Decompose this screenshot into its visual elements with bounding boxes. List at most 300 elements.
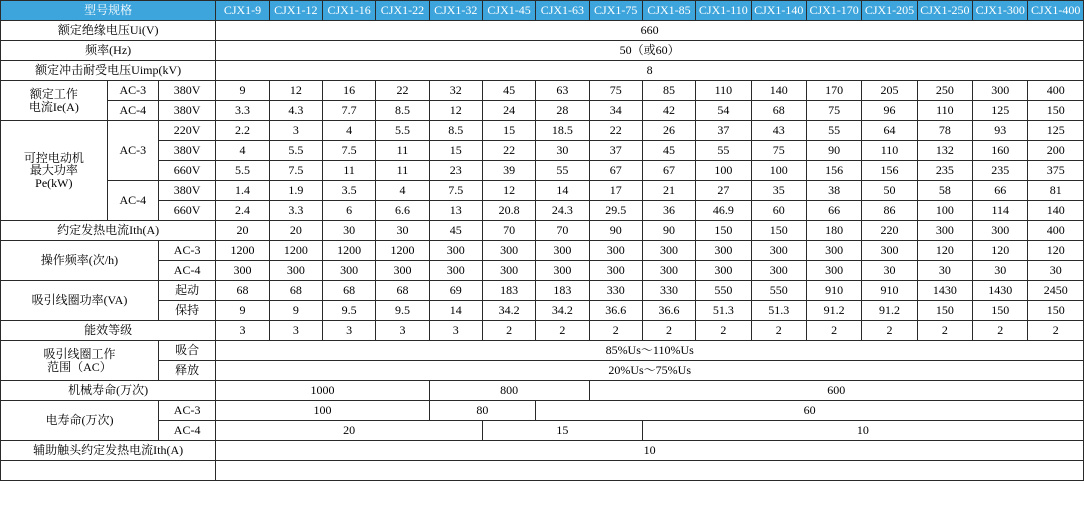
cell-pe-ac4-660-12: 86 xyxy=(862,201,917,221)
cell-pe-ac4-380-14: 66 xyxy=(973,181,1028,201)
cell-coil-hold-6: 34.2 xyxy=(536,301,589,321)
value-frequency: 50（或60） xyxy=(216,41,1084,61)
cell-ie-ac4-3: 8.5 xyxy=(376,101,429,121)
cell-freq-ac3-15: 120 xyxy=(1028,241,1084,261)
cell-ie-ac4-5: 24 xyxy=(482,101,535,121)
cell-ie-ac3-8: 85 xyxy=(642,81,695,101)
cell-pe-ac3-380-0: 4 xyxy=(216,141,269,161)
cell-mech-life-2: 600 xyxy=(589,381,1083,401)
cell-pe-ac4-380-10: 35 xyxy=(751,181,806,201)
cell-ie-ac3-9: 110 xyxy=(696,81,751,101)
cell-pe-ac4-380-13: 58 xyxy=(917,181,972,201)
cell-pe-ac3-380-1: 5.5 xyxy=(269,141,322,161)
cell-eff-6: 2 xyxy=(536,321,589,341)
cell-freq-ac3-6: 300 xyxy=(536,241,589,261)
cell-coil-start-3: 68 xyxy=(376,281,429,301)
cell-freq-ac3-11: 300 xyxy=(806,241,861,261)
cell-ith-7: 90 xyxy=(589,221,642,241)
cell-coil-hold-15: 150 xyxy=(1028,301,1084,321)
cell-pe-ac3-220-0: 2.2 xyxy=(216,121,269,141)
cell-ie-ac3-5: 45 xyxy=(482,81,535,101)
cell-pe-ac4-380-0: 1.4 xyxy=(216,181,269,201)
value-aux-ith: 10 xyxy=(216,441,1084,461)
cell-freq-ac3-7: 300 xyxy=(589,241,642,261)
label-coil-range xyxy=(1,341,159,381)
volt-pe-ac3-220: 220V xyxy=(158,121,215,141)
header-model-4: CJX1-32 xyxy=(429,1,482,21)
cell-coil-hold-9: 51.3 xyxy=(696,301,751,321)
cell-eff-9: 2 xyxy=(696,321,751,341)
header-model-10: CJX1-140 xyxy=(751,1,806,21)
cell-pe-ac3-220-5: 15 xyxy=(482,121,535,141)
header-model-14: CJX1-300 xyxy=(973,1,1028,21)
cell-freq-ac3-4: 300 xyxy=(429,241,482,261)
cell-pe-ac3-220-12: 64 xyxy=(862,121,917,141)
cell-pe-ac3-380-9: 55 xyxy=(696,141,751,161)
cell-pe-ac3-660-5: 39 xyxy=(482,161,535,181)
cell-ith-5: 70 xyxy=(482,221,535,241)
cell-freq-ac3-10: 300 xyxy=(751,241,806,261)
header-model-3: CJX1-22 xyxy=(376,1,429,21)
cell-ith-0: 20 xyxy=(216,221,269,241)
cell-pe-ac3-380-5: 22 xyxy=(482,141,535,161)
cell-ie-ac3-6: 63 xyxy=(536,81,589,101)
cell-pe-ac4-380-6: 14 xyxy=(536,181,589,201)
cell-pe-ac4-380-11: 38 xyxy=(806,181,861,201)
cell-ith-3: 30 xyxy=(376,221,429,241)
row-pe-ac4-380 xyxy=(1,181,1084,201)
cell-eff-2: 3 xyxy=(322,321,375,341)
cell-coil-hold-13: 150 xyxy=(917,301,972,321)
cell-ie-ac3-3: 22 xyxy=(376,81,429,101)
cell-ith-6: 70 xyxy=(536,221,589,241)
cat-freq-ac3: AC-3 xyxy=(158,241,215,261)
label-coil-range-line2: 范围（AC） xyxy=(47,359,112,374)
label-rated-current xyxy=(1,81,108,121)
cell-coil-start-11: 910 xyxy=(806,281,861,301)
cell-pe-ac4-380-5: 12 xyxy=(482,181,535,201)
cell-freq-ac4-2: 300 xyxy=(322,261,375,281)
cell-ie-ac4-14: 125 xyxy=(973,101,1028,121)
cell-ie-ac3-4: 32 xyxy=(429,81,482,101)
cell-freq-ac4-0: 300 xyxy=(216,261,269,281)
cell-pe-ac3-660-15: 375 xyxy=(1028,161,1084,181)
cat-elec-ac3: AC-3 xyxy=(158,401,215,421)
cat-ie-ac4: AC-4 xyxy=(107,101,158,121)
cell-coil-hold-7: 36.6 xyxy=(589,301,642,321)
cell-coil-hold-11: 91.2 xyxy=(806,301,861,321)
row-operating-frequency-ac3 xyxy=(1,241,1084,261)
row-pe-ac4-660 xyxy=(1,201,1084,221)
row-coil-range-release xyxy=(1,361,1084,381)
header-model-0: CJX1-9 xyxy=(216,1,269,21)
cell-pe-ac3-380-7: 37 xyxy=(589,141,642,161)
cat-ie-ac3: AC-3 xyxy=(107,81,158,101)
row-efficiency-grade xyxy=(1,321,1084,341)
cell-pe-ac4-380-9: 27 xyxy=(696,181,751,201)
cell-coil-start-15: 2450 xyxy=(1028,281,1084,301)
row-rated-current-ac3 xyxy=(1,81,1084,101)
volt-pe-ac3-660: 660V xyxy=(158,161,215,181)
label-rated-current-line1: 额定工作 xyxy=(29,86,78,101)
cell-pe-ac4-380-12: 50 xyxy=(862,181,917,201)
cell-pe-ac4-380-3: 4 xyxy=(376,181,429,201)
cell-freq-ac4-6: 300 xyxy=(536,261,589,281)
cell-pe-ac4-660-15: 140 xyxy=(1028,201,1084,221)
volt-ie-ac3: 380V xyxy=(158,81,215,101)
cell-freq-ac3-12: 300 xyxy=(862,241,917,261)
cell-eff-8: 2 xyxy=(642,321,695,341)
label-operating-frequency: 操作频率(次/h) xyxy=(1,241,159,281)
cell-pe-ac4-660-2: 6 xyxy=(322,201,375,221)
cell-ie-ac3-2: 16 xyxy=(322,81,375,101)
value-ui: 660 xyxy=(216,21,1084,41)
cell-pe-ac3-220-4: 8.5 xyxy=(429,121,482,141)
cell-pe-ac3-660-14: 235 xyxy=(973,161,1028,181)
cell-trailing-value xyxy=(216,461,1084,481)
cell-freq-ac4-15: 30 xyxy=(1028,261,1084,281)
row-rated-insulation-voltage xyxy=(1,21,1084,41)
row-impulse-voltage xyxy=(1,61,1084,81)
volt-pe-ac3-380: 380V xyxy=(158,141,215,161)
cell-coil-hold-1: 9 xyxy=(269,301,322,321)
label-motor-power xyxy=(1,121,108,221)
row-coil-power-hold xyxy=(1,301,1084,321)
cell-freq-ac3-8: 300 xyxy=(642,241,695,261)
cell-freq-ac3-5: 300 xyxy=(482,241,535,261)
cell-freq-ac4-9: 300 xyxy=(696,261,751,281)
cell-eff-0: 3 xyxy=(216,321,269,341)
cell-pe-ac3-380-2: 7.5 xyxy=(322,141,375,161)
cell-coil-hold-10: 51.3 xyxy=(751,301,806,321)
cell-coil-start-8: 330 xyxy=(642,281,695,301)
cell-pe-ac4-660-0: 2.4 xyxy=(216,201,269,221)
cell-pe-ac4-660-5: 20.8 xyxy=(482,201,535,221)
cell-ie-ac3-10: 140 xyxy=(751,81,806,101)
cell-coil-hold-14: 150 xyxy=(973,301,1028,321)
cell-coil-start-13: 1430 xyxy=(917,281,972,301)
cell-mech-life-0: 1000 xyxy=(216,381,429,401)
cell-coil-start-14: 1430 xyxy=(973,281,1028,301)
cell-eff-4: 3 xyxy=(429,321,482,341)
cell-eff-12: 2 xyxy=(862,321,917,341)
cell-freq-ac3-3: 1200 xyxy=(376,241,429,261)
cell-coil-start-4: 69 xyxy=(429,281,482,301)
cell-ie-ac4-4: 12 xyxy=(429,101,482,121)
cell-ie-ac4-13: 110 xyxy=(917,101,972,121)
cell-eff-13: 2 xyxy=(917,321,972,341)
cell-freq-ac4-12: 30 xyxy=(862,261,917,281)
cell-eff-14: 2 xyxy=(973,321,1028,341)
row-electrical-life-ac4 xyxy=(1,421,1084,441)
cell-pe-ac3-380-8: 45 xyxy=(642,141,695,161)
volt-ie-ac4: 380V xyxy=(158,101,215,121)
label-motor-power-line2: 最大功率 xyxy=(29,163,78,178)
header-model-6: CJX1-63 xyxy=(536,1,589,21)
header-model-11: CJX1-170 xyxy=(806,1,861,21)
cell-ie-ac4-0: 3.3 xyxy=(216,101,269,121)
cell-pe-ac3-220-2: 4 xyxy=(322,121,375,141)
cell-pe-ac3-660-0: 5.5 xyxy=(216,161,269,181)
row-rated-current-ac4 xyxy=(1,101,1084,121)
cell-pe-ac3-380-15: 200 xyxy=(1028,141,1084,161)
cell-pe-ac4-380-8: 21 xyxy=(642,181,695,201)
cell-eff-10: 2 xyxy=(751,321,806,341)
cell-pe-ac4-380-7: 17 xyxy=(589,181,642,201)
cat-coil-start: 起动 xyxy=(158,281,215,301)
row-pe-ac3-380 xyxy=(1,141,1084,161)
cell-ie-ac4-6: 28 xyxy=(536,101,589,121)
cell-pe-ac3-380-10: 75 xyxy=(751,141,806,161)
cell-freq-ac4-13: 30 xyxy=(917,261,972,281)
cell-freq-ac3-13: 120 xyxy=(917,241,972,261)
cell-eff-3: 3 xyxy=(376,321,429,341)
label-elec-life: 电寿命(万次) xyxy=(1,401,159,441)
cell-eff-15: 2 xyxy=(1028,321,1084,341)
row-thermal-current xyxy=(1,221,1084,241)
cell-pe-ac3-380-3: 11 xyxy=(376,141,429,161)
label-coil-power: 吸引线圈功率(VA) xyxy=(1,281,159,321)
cell-eff-1: 3 xyxy=(269,321,322,341)
cell-pe-ac3-380-11: 90 xyxy=(806,141,861,161)
cell-pe-ac3-660-3: 11 xyxy=(376,161,429,181)
cell-ie-ac3-1: 12 xyxy=(269,81,322,101)
cell-ith-9: 150 xyxy=(696,221,751,241)
cat-pe-ac3: AC-3 xyxy=(107,121,158,181)
cell-pe-ac3-220-14: 93 xyxy=(973,121,1028,141)
cell-mech-life-1: 800 xyxy=(429,381,589,401)
value-coil-pickup: 85%Us～110%Us xyxy=(216,341,1084,361)
cell-ie-ac4-2: 7.7 xyxy=(322,101,375,121)
cell-coil-hold-2: 9.5 xyxy=(322,301,375,321)
cell-ie-ac3-0: 9 xyxy=(216,81,269,101)
cell-coil-start-12: 910 xyxy=(862,281,917,301)
cell-pe-ac4-660-11: 66 xyxy=(806,201,861,221)
cell-ie-ac4-1: 4.3 xyxy=(269,101,322,121)
row-frequency xyxy=(1,41,1084,61)
row-coil-power-start xyxy=(1,281,1084,301)
cell-elec-ac3-1: 80 xyxy=(429,401,536,421)
header-model-7: CJX1-75 xyxy=(589,1,642,21)
header-model-9: CJX1-110 xyxy=(696,1,751,21)
cell-ie-ac4-8: 42 xyxy=(642,101,695,121)
row-mechanical-life xyxy=(1,381,1084,401)
cell-freq-ac4-7: 300 xyxy=(589,261,642,281)
cell-freq-ac3-0: 1200 xyxy=(216,241,269,261)
cell-coil-start-9: 550 xyxy=(696,281,751,301)
cat-pe-ac4: AC-4 xyxy=(107,181,158,221)
cell-pe-ac4-660-14: 114 xyxy=(973,201,1028,221)
cell-ie-ac4-10: 68 xyxy=(751,101,806,121)
cell-ie-ac4-7: 34 xyxy=(589,101,642,121)
cell-coil-hold-8: 36.6 xyxy=(642,301,695,321)
cell-coil-hold-4: 14 xyxy=(429,301,482,321)
cell-pe-ac3-220-9: 37 xyxy=(696,121,751,141)
cell-ith-13: 300 xyxy=(917,221,972,241)
cell-eff-5: 2 xyxy=(482,321,535,341)
label-motor-power-line1: 可控电动机 xyxy=(23,150,84,165)
cell-ie-ac4-12: 96 xyxy=(862,101,917,121)
label-motor-power-line3: Pe(kW) xyxy=(35,175,73,190)
cell-pe-ac3-660-7: 67 xyxy=(589,161,642,181)
cell-pe-ac4-660-7: 29.5 xyxy=(589,201,642,221)
row-pe-ac3-660 xyxy=(1,161,1084,181)
cell-pe-ac3-380-12: 110 xyxy=(862,141,917,161)
cell-ith-4: 45 xyxy=(429,221,482,241)
cell-coil-hold-5: 34.2 xyxy=(482,301,535,321)
cell-freq-ac4-4: 300 xyxy=(429,261,482,281)
cell-pe-ac3-220-1: 3 xyxy=(269,121,322,141)
cell-freq-ac4-11: 300 xyxy=(806,261,861,281)
label-frequency: 频率(Hz) xyxy=(1,41,216,61)
cell-pe-ac4-660-1: 3.3 xyxy=(269,201,322,221)
header-model-5: CJX1-45 xyxy=(482,1,535,21)
cell-pe-ac3-660-11: 156 xyxy=(806,161,861,181)
cell-pe-ac3-220-13: 78 xyxy=(917,121,972,141)
cell-trailing-label xyxy=(1,461,216,481)
cell-elec-ac4-1: 15 xyxy=(482,421,642,441)
cell-ie-ac4-15: 150 xyxy=(1028,101,1084,121)
cell-ith-1: 20 xyxy=(269,221,322,241)
cat-coil-hold: 保持 xyxy=(158,301,215,321)
row-pe-ac3-220 xyxy=(1,121,1084,141)
cell-pe-ac3-380-13: 132 xyxy=(917,141,972,161)
cell-elec-ac4-0: 20 xyxy=(216,421,483,441)
header-model-12: CJX1-205 xyxy=(862,1,917,21)
cell-freq-ac3-9: 300 xyxy=(696,241,751,261)
cell-pe-ac3-660-1: 7.5 xyxy=(269,161,322,181)
cell-ith-2: 30 xyxy=(322,221,375,241)
cell-pe-ac4-380-2: 3.5 xyxy=(322,181,375,201)
cell-coil-start-7: 330 xyxy=(589,281,642,301)
cell-pe-ac4-380-4: 7.5 xyxy=(429,181,482,201)
label-uimp: 额定冲击耐受电压Uimp(kV) xyxy=(1,61,216,81)
cell-elec-ac4-2: 10 xyxy=(642,421,1083,441)
cell-coil-hold-3: 9.5 xyxy=(376,301,429,321)
cat-coil-pickup: 吸合 xyxy=(158,341,215,361)
cell-ith-12: 220 xyxy=(862,221,917,241)
cell-coil-start-2: 68 xyxy=(322,281,375,301)
cell-coil-start-5: 183 xyxy=(482,281,535,301)
volt-pe-ac4-660: 660V xyxy=(158,201,215,221)
cell-pe-ac3-220-11: 55 xyxy=(806,121,861,141)
cell-freq-ac4-5: 300 xyxy=(482,261,535,281)
cell-ie-ac3-13: 250 xyxy=(917,81,972,101)
cell-pe-ac4-660-6: 24.3 xyxy=(536,201,589,221)
cell-pe-ac3-220-15: 125 xyxy=(1028,121,1084,141)
cell-pe-ac3-660-2: 11 xyxy=(322,161,375,181)
cell-pe-ac3-220-3: 5.5 xyxy=(376,121,429,141)
label-ith: 约定发热电流Ith(A) xyxy=(1,221,216,241)
cell-freq-ac4-10: 300 xyxy=(751,261,806,281)
cell-pe-ac3-660-6: 55 xyxy=(536,161,589,181)
cell-coil-start-1: 68 xyxy=(269,281,322,301)
cell-ie-ac4-11: 75 xyxy=(806,101,861,121)
cell-pe-ac3-380-6: 30 xyxy=(536,141,589,161)
cell-pe-ac3-660-10: 100 xyxy=(751,161,806,181)
volt-pe-ac4-380: 380V xyxy=(158,181,215,201)
cell-freq-ac3-14: 120 xyxy=(973,241,1028,261)
cell-pe-ac3-220-8: 26 xyxy=(642,121,695,141)
row-electrical-life-ac3 xyxy=(1,401,1084,421)
cell-coil-start-0: 68 xyxy=(216,281,269,301)
cell-pe-ac3-660-13: 235 xyxy=(917,161,972,181)
table-header-row xyxy=(1,1,1084,21)
cell-pe-ac4-660-4: 13 xyxy=(429,201,482,221)
cell-ith-14: 300 xyxy=(973,221,1028,241)
cell-freq-ac3-1: 1200 xyxy=(269,241,322,261)
cell-ie-ac3-15: 400 xyxy=(1028,81,1084,101)
cell-pe-ac3-660-8: 67 xyxy=(642,161,695,181)
header-model-15: CJX1-400 xyxy=(1028,1,1084,21)
cell-pe-ac4-660-9: 46.9 xyxy=(696,201,751,221)
cell-ith-11: 180 xyxy=(806,221,861,241)
header-model-8: CJX1-85 xyxy=(642,1,695,21)
cat-elec-ac4: AC-4 xyxy=(158,421,215,441)
header-model-1: CJX1-12 xyxy=(269,1,322,21)
cell-ie-ac3-14: 300 xyxy=(973,81,1028,101)
value-coil-release: 20%Us～75%Us xyxy=(216,361,1084,381)
cell-freq-ac4-8: 300 xyxy=(642,261,695,281)
cell-coil-start-6: 183 xyxy=(536,281,589,301)
cell-ie-ac4-9: 54 xyxy=(696,101,751,121)
cell-ith-15: 400 xyxy=(1028,221,1084,241)
row-coil-range-pickup xyxy=(1,341,1084,361)
cell-pe-ac4-380-1: 1.9 xyxy=(269,181,322,201)
cell-pe-ac3-220-10: 43 xyxy=(751,121,806,141)
cell-pe-ac4-380-15: 81 xyxy=(1028,181,1084,201)
row-aux-thermal-current xyxy=(1,441,1084,461)
cell-coil-hold-12: 91.2 xyxy=(862,301,917,321)
cat-freq-ac4: AC-4 xyxy=(158,261,215,281)
label-ui: 额定绝缘电压Ui(V) xyxy=(1,21,216,41)
cell-pe-ac4-660-3: 6.6 xyxy=(376,201,429,221)
cell-pe-ac3-660-12: 156 xyxy=(862,161,917,181)
label-rated-current-line2: 电流Ie(A) xyxy=(28,99,79,114)
row-trailing-empty xyxy=(1,461,1084,481)
cell-elec-ac3-2: 60 xyxy=(536,401,1084,421)
cell-eff-11: 2 xyxy=(806,321,861,341)
cell-ith-10: 150 xyxy=(751,221,806,241)
row-operating-frequency-ac4 xyxy=(1,261,1084,281)
cell-pe-ac3-380-14: 160 xyxy=(973,141,1028,161)
cell-ie-ac3-12: 205 xyxy=(862,81,917,101)
cell-pe-ac3-660-9: 100 xyxy=(696,161,751,181)
cell-freq-ac4-3: 300 xyxy=(376,261,429,281)
cell-eff-7: 2 xyxy=(589,321,642,341)
cell-pe-ac3-660-4: 23 xyxy=(429,161,482,181)
label-efficiency: 能效等级 xyxy=(1,321,216,341)
header-model-spec: 型号规格 xyxy=(1,1,216,21)
cell-pe-ac4-660-13: 100 xyxy=(917,201,972,221)
cell-pe-ac3-220-6: 18.5 xyxy=(536,121,589,141)
header-model-2: CJX1-16 xyxy=(322,1,375,21)
header-model-13: CJX1-250 xyxy=(917,1,972,21)
cell-pe-ac3-380-4: 15 xyxy=(429,141,482,161)
cat-coil-release: 释放 xyxy=(158,361,215,381)
label-aux-ith: 辅助触头约定发热电流Ith(A) xyxy=(1,441,216,461)
cell-ie-ac3-11: 170 xyxy=(806,81,861,101)
cell-freq-ac4-14: 30 xyxy=(973,261,1028,281)
cell-freq-ac3-2: 1200 xyxy=(322,241,375,261)
label-coil-range-line1: 吸引线圈工作 xyxy=(43,346,116,361)
cell-coil-hold-0: 9 xyxy=(216,301,269,321)
cell-pe-ac3-220-7: 22 xyxy=(589,121,642,141)
cell-ie-ac3-7: 75 xyxy=(589,81,642,101)
cell-pe-ac4-660-8: 36 xyxy=(642,201,695,221)
label-mech-life: 机械寿命(万次) xyxy=(1,381,216,401)
cell-elec-ac3-0: 100 xyxy=(216,401,429,421)
